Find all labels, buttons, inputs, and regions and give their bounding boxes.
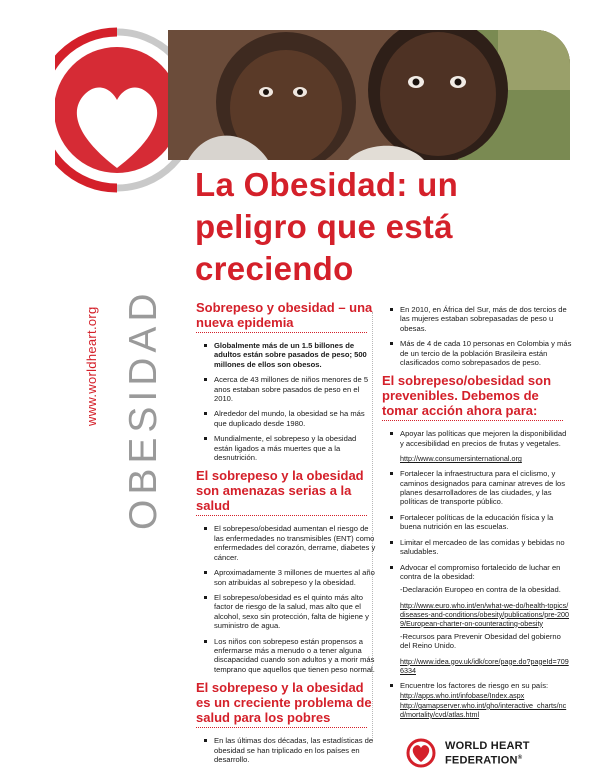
website-vertical[interactable]: www.worldheart.org <box>84 306 99 426</box>
logo-line-1: WORLD HEART <box>445 739 530 752</box>
idea-gov-uk-link[interactable]: http://www.idea.gov.uk/idk/core/page.do?pageId=7096334 <box>400 656 569 675</box>
list-item: En 2010, en África del Sur, más de dos tercios de las mujeres estaban sobrepasadas de peso u obesas. <box>382 305 572 333</box>
list-item: Limitar el mercadeo de las comidas y bebidas no saludables. <box>382 538 572 557</box>
heading-rule <box>196 727 367 728</box>
action-text: Encuentre los factores de riesgo en su país: <box>400 680 549 690</box>
title-line-1: La Obesidad: un <box>195 166 459 203</box>
section-heading-preventable: El sobrepeso/obesidad son prevenibles. Debemos de tomar acción ahora para: <box>382 373 552 419</box>
consumers-international-link[interactable]: http://www.consumersinternational.org <box>400 454 522 464</box>
heart-icon <box>405 738 441 768</box>
section-heading-health-threats: El sobrepeso y la obesidad son amenazas serias a la salud <box>196 468 364 514</box>
section-heading-epidemic: Sobrepeso y obesidad – una nueva epidemia <box>196 300 373 330</box>
page-title <box>195 164 555 290</box>
section-heading-poverty: El sobrepeso y la obesidad es un creciente problema de salud para los pobres <box>196 680 372 726</box>
registered-mark: ® <box>517 754 523 761</box>
list-item: Fortalecer la infraestructura para el ciclismo, y caminos designados para caminar atreves de los planes desarrolladores de las ciudades, y las políticas de transporte público. <box>382 469 572 507</box>
title-line-3: creciendo <box>195 250 354 287</box>
list-item: Aproximadamente 3 millones de muertes al año son atribuidas al sobrepeso y la obesidad. <box>196 568 376 587</box>
heading-rule <box>196 332 367 333</box>
who-infobase-link[interactable]: http://apps.who.int/infobase/Index.aspx <box>400 690 525 700</box>
who-gho-atlas-link[interactable]: http://gamapserver.who.int/gho/interactive_charts/ncd/mortality/cvd/atlas.html <box>400 700 567 719</box>
left-column <box>196 296 376 770</box>
side-title-vertical: OBESIDAD <box>122 288 165 530</box>
list-item: Los niños con sobrepeso están propensos a enfermarse más a menudo o a tener alguna discapacidad cuando son adultos y a morir más temprano que aquellos que tienen peso normal. <box>196 637 376 675</box>
list-item: Acerca de 43 millones de niños menores de 5 anos estaban sobre pasados de peso en el 2010. <box>196 375 376 403</box>
list-item: Globalmente más de un 1.5 billones de adultos están sobre pasados de peso; 500 millones de ellos son obesos. <box>196 341 376 369</box>
list-item <box>382 429 572 463</box>
right-column <box>382 305 572 725</box>
list-item: El sobrepeso/obesidad es el quinto más alto factor de riesgo de la salud, mas alto que el alcohol, sexo sin protección, falta de higiene y suministro de agua. <box>196 593 376 631</box>
list-item <box>382 563 572 675</box>
logo-line-2 <box>445 752 530 767</box>
action-text: Apoyar las políticas que mejoren la disponibilidad y accesibilidad en precios de frutas y vegetales. <box>400 429 567 448</box>
uk-resources-note: -Recursos para Prevenir Obesidad del gobierno del Reino Unido. <box>400 631 561 651</box>
logo-wordmark <box>445 740 530 767</box>
list-item: Fortalecer políticas de la educación física y la buena nutrición en las escuelas. <box>382 513 572 532</box>
poverty-list <box>196 736 376 764</box>
list-item: El sobrepeso/obesidad aumentan el riesgo de las enfermedades no transmisibles (ENT) como enfermedades del corazón, derrame, diabetes y cáncer. <box>196 524 376 562</box>
world-heart-federation-logo <box>405 736 575 770</box>
list-item <box>382 681 572 719</box>
logo-line-2-text: FEDERATION <box>445 754 518 767</box>
children-photo-art <box>168 30 570 160</box>
children-photo <box>168 30 570 160</box>
list-item: Mundialmente, el sobrepeso y la obesidad están ligados a más muertes que a la desnutrición. <box>196 434 376 462</box>
heading-rule <box>382 420 563 421</box>
regional-stats-list <box>382 305 572 367</box>
list-item: Alrededor del mundo, la obesidad se ha más que duplicado desde 1980. <box>196 409 376 428</box>
health-threats-list <box>196 524 376 674</box>
action-text: Advocar el compromiso fortalecido de luchar en contra de la obesidad: <box>400 562 561 581</box>
list-item: En las últimas dos décadas, las estadísticas de obesidad se han triplicado en los países en desarrollo. <box>196 736 376 764</box>
epidemic-list <box>196 341 376 462</box>
heading-rule <box>196 515 367 516</box>
europe-declaration-note: -Declaración Europeo en contra de la obesidad. <box>400 585 561 595</box>
list-item: Más de 4 de cada 10 personas en Colombia y más de un tercio de la población Brasileira están clasificados como sobrepasados de peso. <box>382 339 572 367</box>
who-europe-charter-link[interactable]: http://www.euro.who.int/en/what-we-do/health-topics/diseases-and-conditions/obesity/publications/pre-2009/European-charter-on-counteracting-obesity <box>400 600 570 628</box>
title-line-2: peligro que está <box>195 208 453 245</box>
actions-list <box>382 429 572 719</box>
